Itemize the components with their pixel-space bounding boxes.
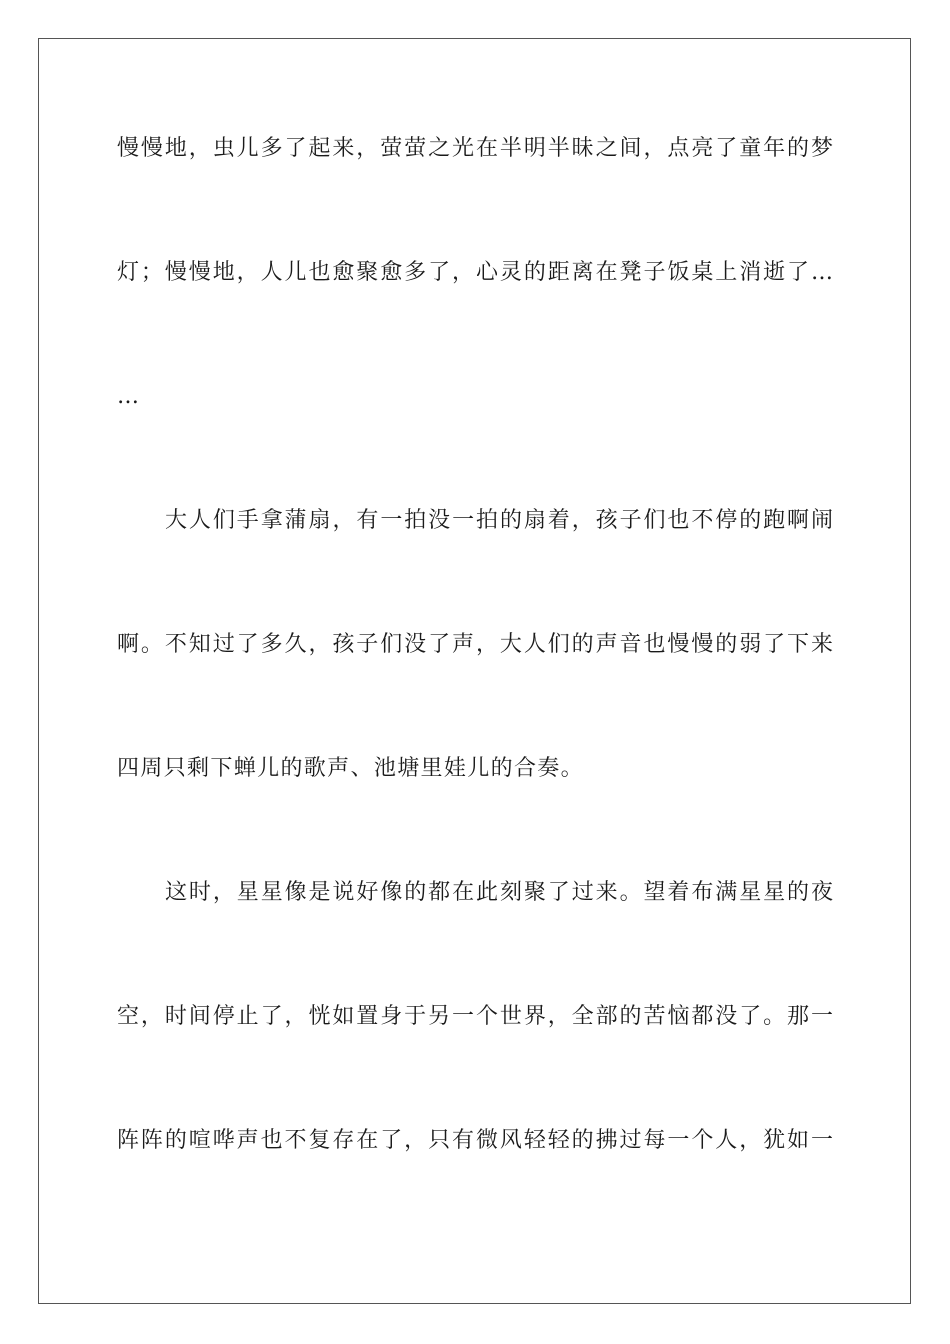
- text-line-7: 这时，星星像是说好像的都在此刻聚了过来。望着布满星星的夜: [165, 880, 833, 905]
- text-line-9: 阵阵的喧哗声也不复存在了，只有微风轻轻的拂过每一个人，犹如一: [117, 1128, 833, 1153]
- text-line-6: 四周只剩下蝉儿的歌声、池塘里娃儿的合奏。: [117, 756, 585, 781]
- text-line-2: 灯；慢慢地，人儿也愈聚愈多了，心灵的距离在凳子饭桌上消逝了…: [117, 260, 833, 285]
- text-line-8: 空，时间停止了，恍如置身于另一个世界，全部的苦恼都没了。那一: [117, 1004, 833, 1029]
- text-line-1: 慢慢地，虫儿多了起来，萤萤之光在半明半昧之间，点亮了童年的梦: [117, 136, 833, 161]
- text-line-5: 啊。不知过了多久，孩子们没了声，大人们的声音也慢慢的弱了下来: [117, 632, 833, 657]
- page-border: [38, 38, 911, 1304]
- text-line-3: …: [117, 384, 141, 409]
- text-line-4: 大人们手拿蒲扇，有一拍没一拍的扇着，孩子们也不停的跑啊闹: [165, 508, 833, 533]
